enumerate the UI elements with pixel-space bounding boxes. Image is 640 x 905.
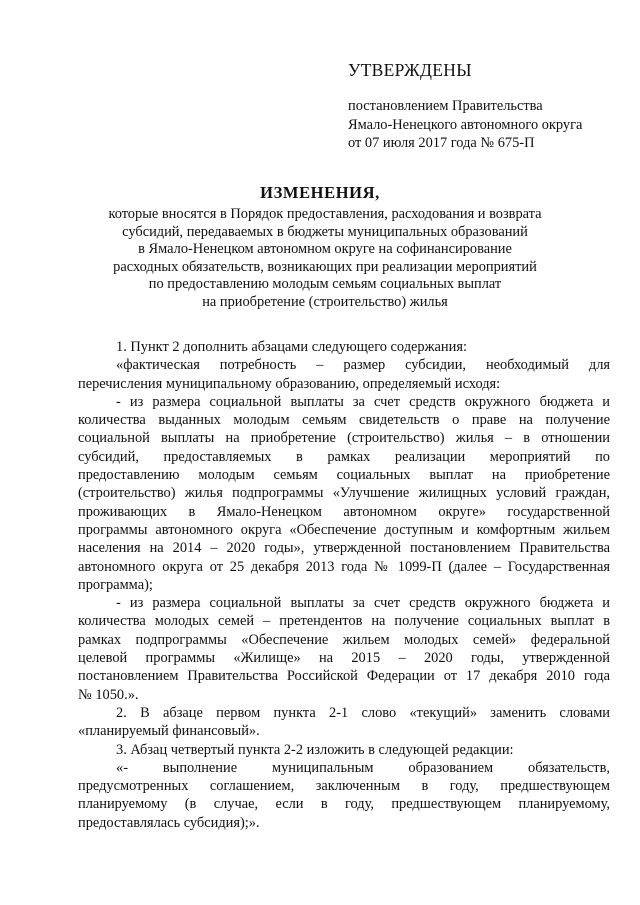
body-line: предусмотренных соглашением, заключенным в году, предшествующем — [78, 778, 610, 795]
body-line: «фактическая потребность – размер субсидии, необходимый для — [116, 357, 610, 374]
approval-block — [348, 97, 582, 153]
body-line: 1. Пункт 2 дополнить абзацами следующего содержания: — [116, 339, 467, 355]
subtitle-line: в Ямало-Ненецком автономном округе на софинансирование — [138, 241, 512, 257]
body-line: постановлением Правительства Российской Федерации от 17 декабря 2010 года — [78, 668, 610, 685]
subtitle-line: которые вносятся в Порядок предоставления, расходования и возврата — [108, 206, 542, 222]
body-line: «- выполнение муниципальным образованием обязательств, — [116, 759, 610, 776]
body-line: субсидий, предоставляемых в рамках реализации мероприятий по — [78, 448, 610, 465]
body-line: планируемому (в случае, если в году, предшествующем планируемому, — [78, 796, 610, 813]
body-line: (строительство) жилья подпрограммы «Улучшение жилищных условий граждан, — [78, 485, 610, 502]
document-title: ИЗМЕНЕНИЯ, — [260, 183, 380, 202]
body-line: рамках подпрограммы «Обеспечение жильем молодых семей» федеральной — [78, 631, 610, 648]
body-line: программы автономного округа «Обеспечение доступным и комфортным жильем — [78, 521, 610, 538]
approval-line: от 07 июля 2017 года № 675-П — [348, 135, 535, 151]
body-line: - из размера социальной выплаты за счет средств окружного бюджета и — [116, 595, 610, 612]
body-line: № 1050.». — [78, 686, 139, 703]
document-subtitle — [60, 206, 590, 311]
body-line: 2. В абзаце первом пункта 2-1 слово «текущий» заменить словами — [116, 704, 610, 721]
body-line: социальной выплаты на приобретение (строительство) жилья – в отношении — [78, 430, 610, 447]
body-line: проживающих в Ямало-Ненецком автономном округе» государственной — [78, 503, 610, 520]
body-line: количества молодых семей – претендентов на получение социальных выплат в — [78, 613, 610, 630]
body-line: населения на 2014 – 2020 годы», утвержденной постановлением Правительства — [78, 540, 610, 557]
body-line: автономного округа от 25 декабря 2013 года № 1099-П (далее – Государственная — [78, 558, 610, 575]
body-line: предоставлению молодым семьям социальных выплат на приобретение — [78, 467, 610, 484]
body-line: 3. Абзац четвертый пункта 2-2 изложить в следующей редакции: — [116, 741, 514, 758]
subtitle-line: на приобретение (строительство) жилья — [202, 293, 448, 310]
subtitle-line: расходных обязательств, возникающих при реализации мероприятий — [113, 258, 537, 275]
body-line: «планируемый финансовый». — [78, 723, 260, 740]
approval-line: Ямало-Ненецкого автономного округа — [348, 116, 583, 133]
subtitle-line: по предоставлению молодым семьям социальных выплат — [148, 276, 502, 292]
body-line: предоставлялась субсидия);». — [78, 814, 260, 831]
body-line: перечисления муниципальному образованию, определяемый исходя: — [78, 375, 501, 392]
body-line: программа); — [78, 576, 153, 593]
approval-heading: УТВЕРЖДЕНЫ — [348, 60, 472, 80]
body-line: - из размера социальной выплаты за счет средств окружного бюджета и — [116, 393, 610, 410]
approval-line: постановлением Правительства — [348, 98, 543, 114]
subtitle-line: субсидий, передаваемых в бюджеты муниципальных образований — [122, 223, 528, 240]
body-line: целевой программы «Жилище» на 2015 – 2020 годы, утвержденной — [78, 650, 610, 667]
body-line: количества выданных молодым семьям свидетельств о праве на получение — [78, 412, 610, 429]
document-body — [78, 338, 610, 832]
